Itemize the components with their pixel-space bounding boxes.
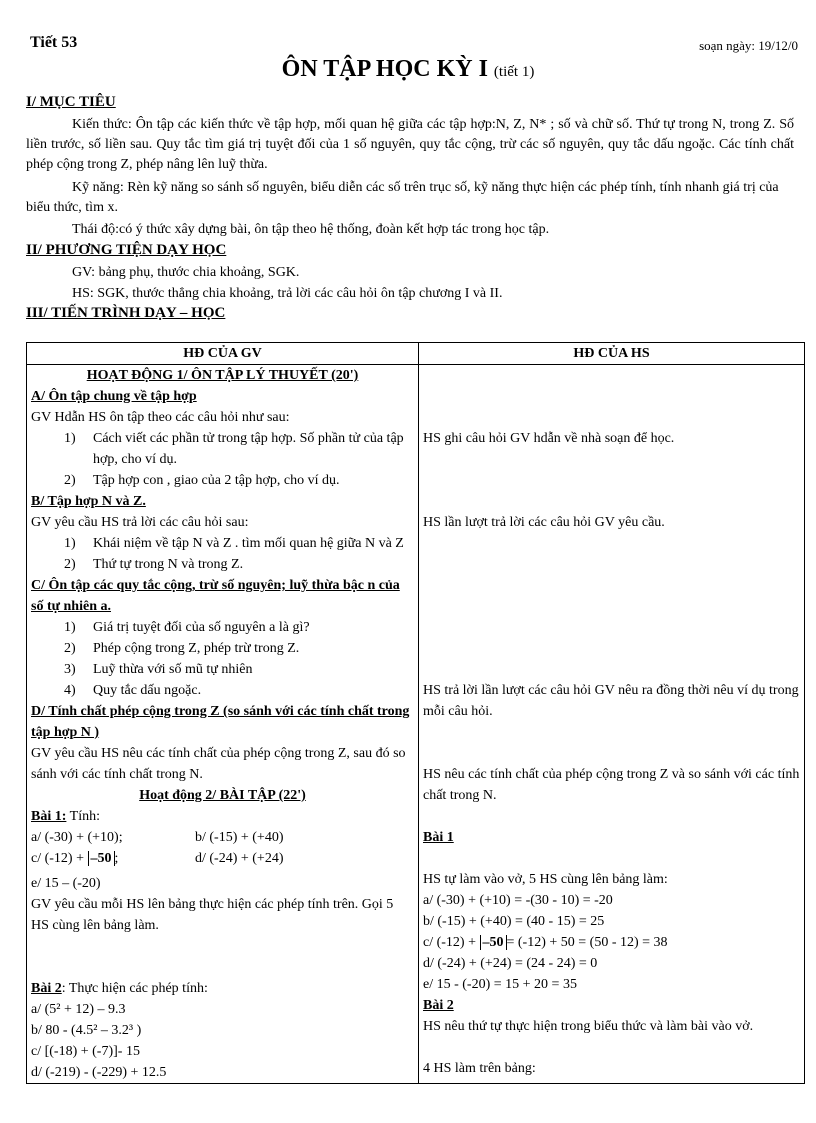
list-item: 3) Luỹ thừa với số mũ tự nhiên bbox=[64, 662, 253, 677]
bai2-b: b/ 80 - (4.5² – 3.2³ ) bbox=[31, 1023, 142, 1038]
section-2-gv: GV: bảng phụ, thước chia khoảng, SGK. bbox=[72, 265, 300, 280]
hs-answer-c: HS trả lời lần lượt các câu hỏi GV nêu ra đồng thời nêu ví dụ trong mỗi câu hỏi. bbox=[423, 683, 799, 719]
section-1-attitude: Thái độ:có ý thức xây dựng bài, ôn tập theo hệ thống, đoàn kết hợp tác trong học tập. bbox=[72, 222, 550, 237]
title-sub: (tiết 1) bbox=[493, 64, 535, 80]
bai2-d: d/ (-219) - (-229) + 12.5 bbox=[31, 1065, 167, 1080]
bai2-heading: Bài 2: Thực hiện các phép tính: bbox=[31, 981, 208, 996]
list-item: 1) Khái niệm về tập N và Z . tìm mối quan hệ giữa N và Z bbox=[64, 536, 404, 551]
part-a-title: A/ Ôn tập chung về tập hợp bbox=[31, 389, 197, 404]
list-item: 1) Cách viết các phần tử trong tập hợp. Số phần tử của tập hợp, cho ví dụ. bbox=[64, 431, 404, 467]
hs-bai1-c: c/ (-12) + –50 = (-12) + 50 = (50 - 12) = 38 bbox=[423, 935, 668, 950]
lesson-label: Tiết 53 bbox=[30, 34, 78, 51]
hs-bai1-e: e/ 15 - (-20) = 15 + 20 = 35 bbox=[423, 977, 577, 992]
hs-bai1-d: d/ (-24) + (+24) = (24 - 24) = 0 bbox=[423, 956, 598, 971]
col-gv-header: HĐ CỦA GV bbox=[27, 343, 419, 365]
hs-answer-b: HS lần lượt trả lời các câu hỏi GV yêu cầu. bbox=[423, 515, 665, 530]
part-c-title: C/ Ôn tập các quy tắc cộng, trừ số nguyên; luỹ thừa bậc n của số tự nhiên a. bbox=[31, 578, 400, 614]
part-d-title: D/ Tính chất phép cộng trong Z (so sánh với các tính chất trong tập hợp N ) bbox=[31, 704, 410, 740]
title-main: ÔN TẬP HỌC KỲ I bbox=[281, 56, 488, 82]
col-hs-header: HĐ CỦA HS bbox=[419, 343, 805, 365]
hs-answer-a: HS ghi câu hỏi GV hdẫn về nhà soạn để học. bbox=[423, 431, 675, 446]
hs-bai1-label: Bài 1 bbox=[423, 830, 454, 845]
hs-bai2-label: Bài 2 bbox=[423, 998, 454, 1013]
section-1-skills: Kỹ năng: Rèn kỹ năng so sánh số nguyên, biểu diễn các số trên trục số, kỹ năng thực hiện các phép tính, tính nhanh giá trị của biểu thức, tìm x. bbox=[26, 180, 779, 215]
part-a-intro: GV Hdẫn HS ôn tập theo các câu hỏi như sau: bbox=[31, 410, 290, 425]
hs-column bbox=[419, 365, 805, 1084]
hs-bai1-a: a/ (-30) + (+10) = -(30 - 10) = -20 bbox=[423, 893, 613, 908]
bai2-c: c/ [(-18) + (-7)]- 15 bbox=[31, 1044, 140, 1059]
bai1-gv-text: GV yêu cầu mỗi HS lên bảng thực hiện các phép tính trên. Gọi 5 HS cùng lên bảng làm. bbox=[31, 897, 394, 933]
list-item: 2) Phép cộng trong Z, phép trừ trong Z. bbox=[64, 641, 300, 656]
list-item: 4) Quy tắc dấu ngoặc. bbox=[64, 683, 202, 698]
hd2-title: Hoạt động 2/ BÀI TẬP (22') bbox=[139, 788, 306, 803]
section-2-hs: HS: SGK, thước thẳng chia khoảng, trả lời các câu hỏi ôn tập chương I và II. bbox=[72, 286, 503, 301]
bai1-heading: Bài 1: Tính: bbox=[31, 809, 100, 824]
hd1-title: HOẠT ĐỘNG 1/ ÔN TẬP LÝ THUYẾT (20') bbox=[86, 368, 359, 383]
section-1-knowledge: Kiến thức: Ôn tập các kiến thức về tập hợp, mối quan hệ giữa các tập hợp:N, Z, N* ; số và chữ số. Thứ tự trong N, trong Z. Số liền trước, số liền sau. Quy tắc tìm giá trị tuyệt đối của 1 số nguyên, quy tắc cộng, trừ các số nguyên, quy tắc dấu ngoặc. Các tính chất phép cộng trong Z, phép nâng lên luỹ thừa. bbox=[26, 117, 794, 172]
section-1-title: I/ MỤC TIÊU bbox=[26, 94, 116, 110]
part-d-text: GV yêu cầu HS nêu các tính chất của phép cộng trong Z, sau đó so sánh với các tính chất trong N. bbox=[31, 746, 406, 782]
bai1-row3: e/ 15 – (-20) bbox=[31, 876, 101, 891]
hs-bai2-text: HS nêu thứ tự thực hiện trong biểu thức và làm bài vào vở. bbox=[423, 1019, 754, 1034]
bai2-a: a/ (5² + 12) – 9.3 bbox=[31, 1002, 126, 1017]
hs-answer-d: HS nêu các tính chất của phép cộng trong Z và so sánh với các tính chất trong N. bbox=[423, 767, 800, 803]
bai1-row2: c/ (-12) + –50 ; d/ (-24) + (+24) bbox=[31, 851, 284, 866]
part-b-intro: GV yêu cầu HS trả lời các câu hỏi sau: bbox=[31, 515, 249, 530]
prepared-date: soạn ngày: 19/12/0 bbox=[699, 38, 798, 53]
part-b-title: B/ Tập hợp N và Z. bbox=[31, 494, 146, 509]
hs-bai1-b: b/ (-15) + (+40) = (40 - 15) = 25 bbox=[423, 914, 605, 929]
list-item: 1) Giá trị tuyệt đối của số nguyên a là gì? bbox=[64, 620, 310, 635]
section-3-title: III/ TIẾN TRÌNH DẠY – HỌC bbox=[26, 305, 226, 321]
hs-bai2-board: 4 HS làm trên bảng: bbox=[423, 1061, 536, 1076]
gv-column bbox=[27, 365, 419, 1084]
hs-bai1-intro: HS tự làm vào vở, 5 HS cùng lên bảng làm: bbox=[423, 872, 668, 887]
lesson-table bbox=[26, 342, 805, 1084]
bai1-row1: a/ (-30) + (+10); b/ (-15) + (+40) bbox=[31, 830, 284, 845]
abs-value: –50 bbox=[88, 851, 115, 866]
page-title bbox=[0, 56, 816, 83]
list-item: 2) Thứ tự trong N và trong Z. bbox=[64, 557, 244, 572]
abs-value: –50 bbox=[480, 935, 507, 950]
section-2-title: II/ PHƯƠNG TIỆN DẠY HỌC bbox=[26, 242, 227, 258]
list-item: 2) Tập hợp con , giao của 2 tập hợp, cho ví dụ. bbox=[64, 473, 340, 488]
